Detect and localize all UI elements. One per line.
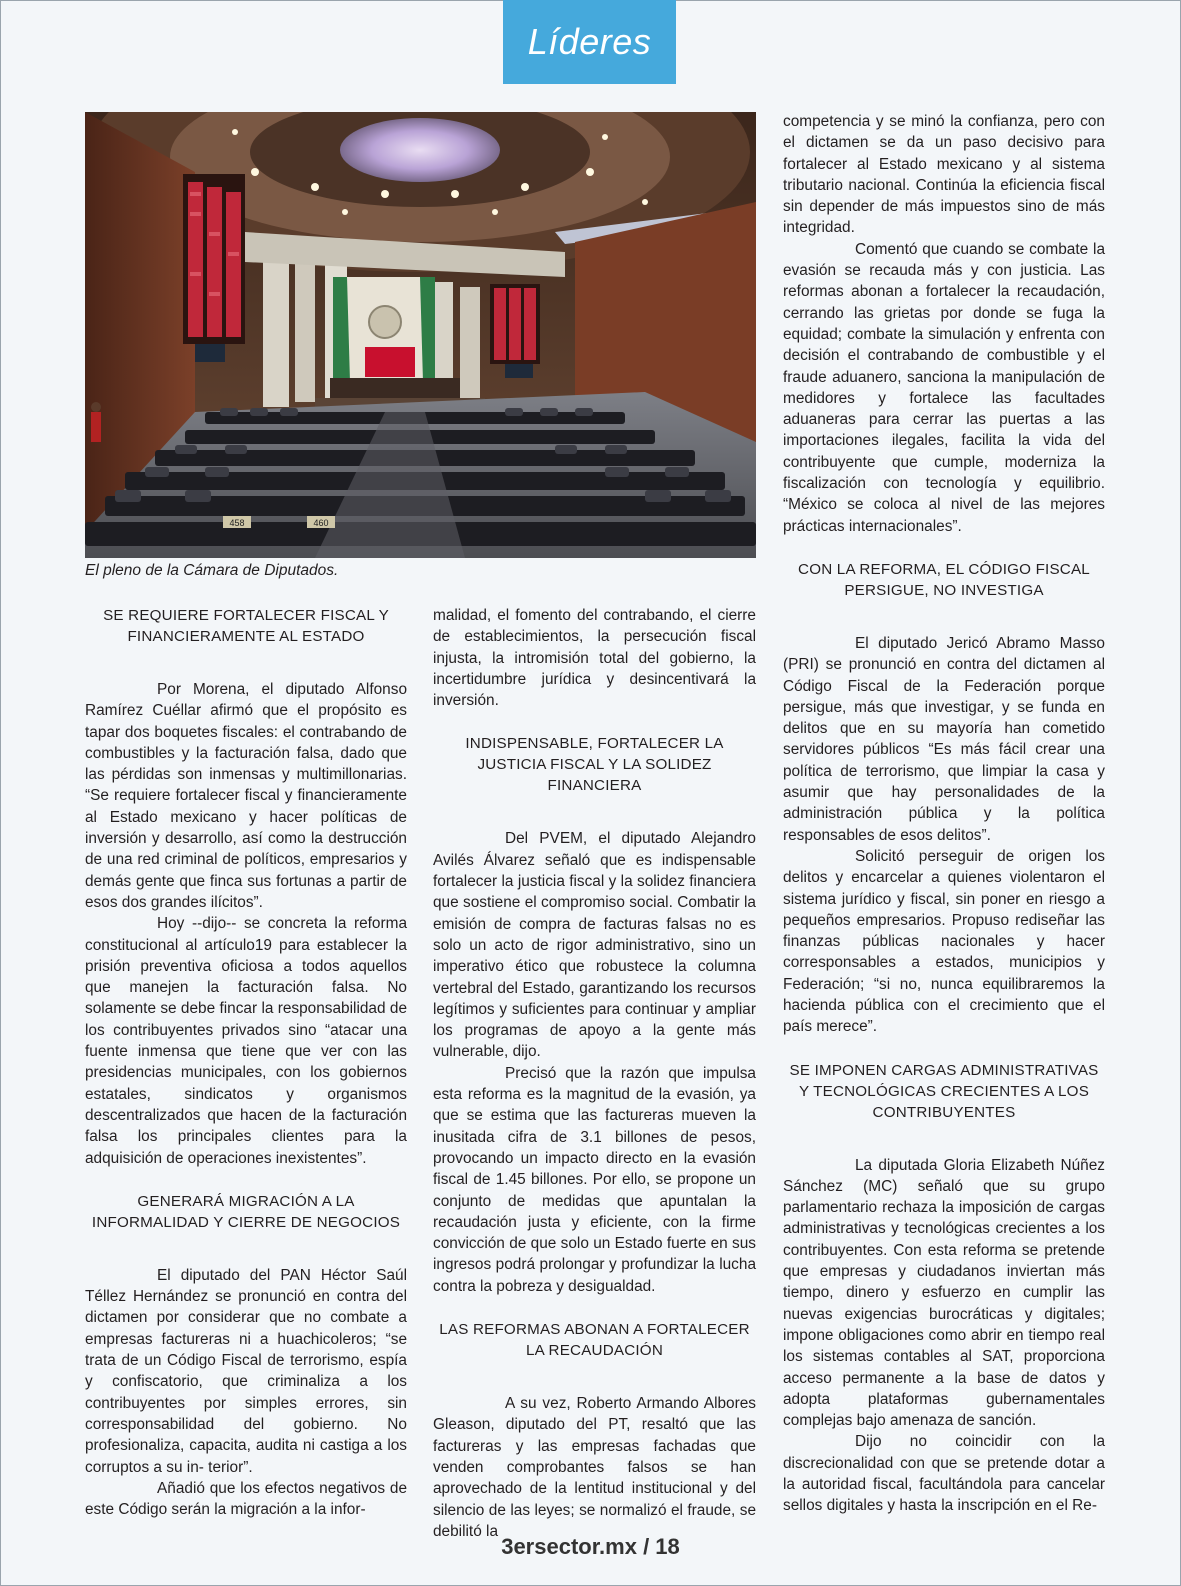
- paragraph: Comentó que cuando se combate la evasión se recauda más y con justicia. Las reformas abonan a fortalecer la recaudación, cerrando las grietas por donde se fuga la equidad; combate la simulación y enfrenta con decisión el contrabando de combustible y el fraude aduanero, sanciona la manipulación de medidores y fortalece las facultades aduaneras para cerrar las puertas a las importaciones ilegales, facilita la vida del contribuyente que cumple, moderniza la fiscalización con tecnología y equilibrio. “México se coloca al nivel de las mejores prácticas internacionales”.: [783, 240, 1105, 535]
- paragraph: El diputado del PAN Héctor Saúl Téllez Hernández se pronunció en contra del dictamen por considerar que no combate a empresas factureras ni a huachicoleros; “se trata de un Código Fiscal de terrorismo, espía y confiscatorio, que criminaliza a los contribuyentes por simples errores, sin corresponsabilidad del gobierno. No profesionaliza, capacita, audita ni castiga a los corruptos a su in- terior”.: [85, 1266, 407, 1476]
- subheading-codigo-persigue: CON LA REFORMA, EL CÓDIGO FISCAL PERSIGUE, NO INVESTIGA: [798, 560, 1090, 599]
- photo-caption: El pleno de la Cámara de Diputados.: [85, 562, 339, 579]
- column-3: [783, 111, 1105, 1517]
- paragraph: Dijo no coincidir con la discrecionalidad con que se pretende dotar a la autoridad fiscal, facultándola para cancelar sellos digitales y hasta la inscripción en el Re-: [783, 1433, 1105, 1515]
- paragraph: Solicitó perseguir de origen los delitos y encarcelar a quienes violentaron el sistema jurídico y fiscal, sin poner en riesgo a pequeños empresarios. Propuso rediseñar las finanzas públicas nacionales y hacer corresponsables a estados, municipios y Federación; “si no, nunca equilibraremos la hacienda pública con el crecimiento que el país merece”.: [783, 847, 1105, 1036]
- paragraph: Por Morena, el diputado Alfonso Ramírez Cuéllar afirmó que el propósito es tapar dos boquetes fiscales: el contrabando de combustibles y la facturación falsa, dado que las pérdidas son inmensas y multimillonarias. “Se requiere fortalecer fiscal y financieramente al Estado mexicano y hacer políticas de inversión y desarrollo, así como la destrucción de una red criminal de políticos, empresarios y demás gente que finca sus fortunas a partir de esos dos grandes ilícitos”.: [85, 681, 407, 911]
- subheading-migracion-informalidad: GENERARÁ MIGRACIÓN A LA INFORMALIDAD Y CIERRE DE NEGOCIOS: [91, 1192, 401, 1231]
- paragraph: A su vez, Roberto Armando Albores Gleason, diputado del PT, resaltó que las factureras y las empresas fachadas que venden comprobantes falsos se han aprovechado de la lentitud institucional y del silencio de las leyes; se normalizó el fraude, se debilitó la: [433, 1395, 756, 1540]
- paragraph: Hoy --dijo-- se concreta la reforma constitucional al artículo19 para establecer la prisión preventiva oficiosa a todos aquellos que manejen la facturación falsa. No solamente se debe fincar la responsabilidad de los contribuyentes privados sino “atacar una fuente inmensa que tiene que ver con las presidencias municipales, con los gobiernos estatales, sindicatos y organismos descentralizados que hacen de la facturación falsa los principales clientes para la adquisición de operaciones inexistentes”.: [85, 915, 407, 1167]
- paragraph: Añadió que los efectos negativos de este Código serán la migración a la infor-: [85, 1479, 407, 1519]
- paragraph: El diputado Jericó Abramo Masso (PRI) se pronunció en contra del dictamen al Código Fiscal de la Federación porque persigue, más que investigar, y se funda en delitos que en su mayoría han cometido servidores públicos “Es más fácil crear una política de terrorismo, que limpiar la casa y asumir que hay personalidades de la administración pública y la política responsables de esos delitos”.: [783, 634, 1105, 844]
- page-footer: 3ersector.mx / 18: [501, 1534, 680, 1559]
- subheading-reformas-recaudacion: LAS REFORMAS ABONAN A FORTALECER LA RECAUDACIÓN: [439, 1321, 750, 1360]
- seat-label-460: 460: [313, 518, 329, 528]
- paragraph: Del PVEM, el diputado Alejandro Avilés Álvarez señaló que es indispensable fortalecer la justicia fiscal y la solidez financiera que sostiene el compromiso social. Combatir la emisión de compra de facturas falsas no es solo un acto de rigor administrativo, sino un imperativo ético que robustece la columna vertebral del Estado, garantizando los recursos legítimos y suficientes para continuar y ampliar los programas de apoyo a la gente más vulnerable, dijo.: [433, 830, 756, 1061]
- subheading-justicia-fiscal: INDISPENSABLE, FORTALECER LA JUSTICIA FISCAL Y LA SOLIDEZ FINANCIERA: [465, 735, 724, 795]
- paragraph: competencia y se minó la confianza, pero con el dictamen se da un paso decisivo para fortalecer al Estado mexicano y al sistema tributario nacional. Continúa la eficiencia fiscal sin depender de más impuestos sino de más integridad.: [783, 113, 1105, 237]
- paragraph: Precisó que la razón que impulsa esta reforma es la magnitud de la evasión, ya que se estima que las factureras mueven la inusitada cifra de 3.1 billones de pesos, provocando un impacto directo en la evasión fiscal de 1.45 billones. Por ello, se propone un conjunto de medidas que apuntalan la recaudación justa y eficiente, con la firme convicción de que solo un Estado fuerte en sus ingresos podrá prolongar y profundizar la lucha contra la pobreza y desigualdad.: [433, 1064, 756, 1295]
- column-1: [85, 605, 407, 1520]
- paragraph: malidad, el fomento del contrabando, el cierre de establecimientos, la persecución fiscal injusta, la intromisión total del gobierno, la incertidumbre jurídica y desincentivará la inversión.: [433, 607, 756, 710]
- subheading-cargas-administrativas: SE IMPONEN CARGAS ADMINISTRATIVAS Y TECNOLÓGICAS CRECIENTES A LOS CONTRIBUYENTES: [789, 1061, 1099, 1121]
- paragraph: La diputada Gloria Elizabeth Núñez Sánchez (MC) señaló que su grupo parlamentario rechaza la imposición de cargas administrativas y tecnológicas crecientes a los contribuyentes. Con esta reforma se pretende que empresas y ciudadanos inviertan más tiempo, dinero y esfuerzo en cumplir las nuevas exigencias burocráticas y digitales; impone obligaciones como abrir en tiempo real los sistemas contables al SAT, proporciona acceso permanente a la base de datos y adopta plataformas gubernamentales complejas bajo amenaza de sanción.: [783, 1156, 1105, 1430]
- subheading-fortalecer-fiscal: SE REQUIERE FORTALECER FISCAL Y FINANCIERAMENTE AL ESTADO: [103, 607, 389, 645]
- section-tab: [503, 0, 676, 84]
- section-title: Líderes: [527, 21, 652, 62]
- chamber-photo: [85, 112, 756, 558]
- seat-label-458: 458: [229, 518, 245, 528]
- column-2: [433, 605, 756, 1542]
- chamber-illustration: [85, 112, 756, 558]
